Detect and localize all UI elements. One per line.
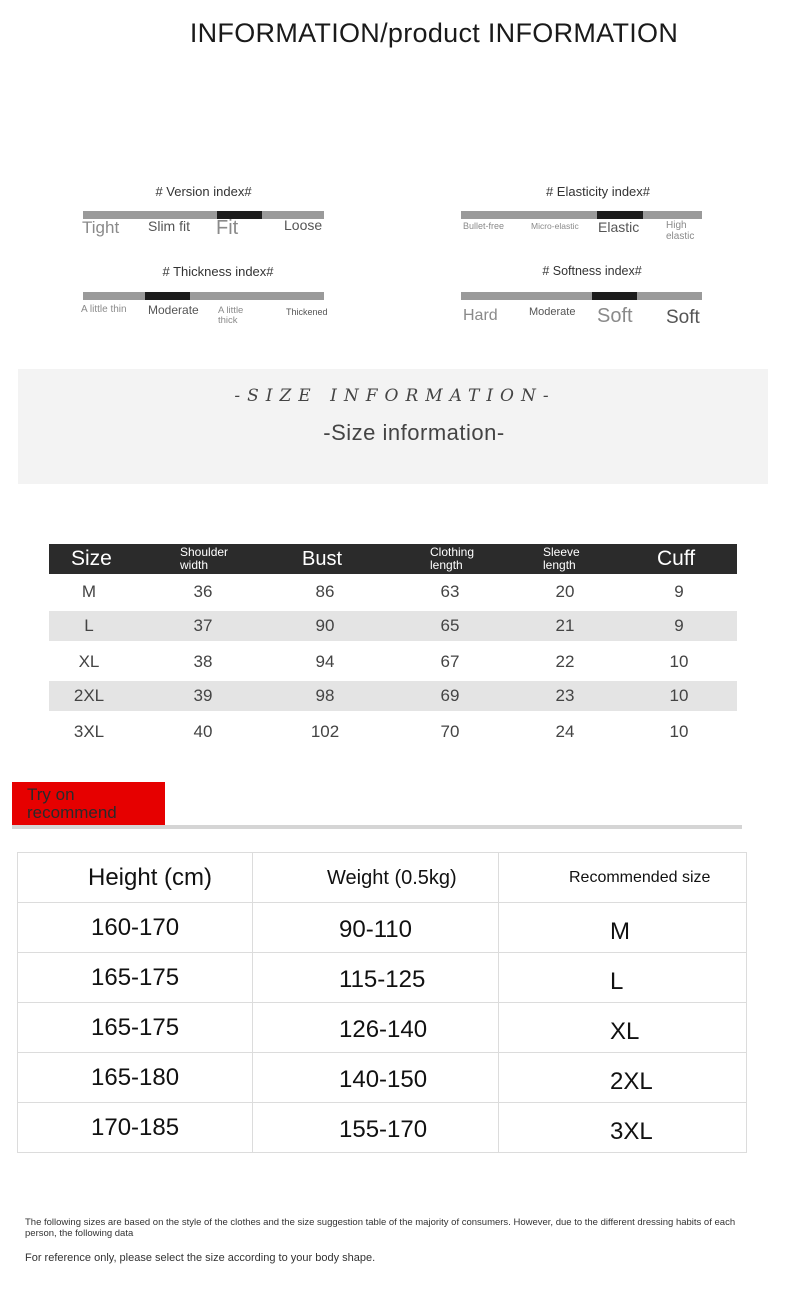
recommend-cell-size: 3XL xyxy=(499,1103,747,1153)
size-disclaimer: The following sizes are based on the style of the clothes and the size suggestion table of the majority of consumers. However, due to the different dressing habits of each person, the following data xyxy=(25,1217,736,1239)
recommend-cell-height: 165-175 xyxy=(18,953,253,1003)
size-table-cell: XL xyxy=(78,651,100,671)
size-table-cell: 21 xyxy=(555,616,575,635)
size-table-cell: 69 xyxy=(440,686,460,705)
recommend-cell-weight: 90-110 xyxy=(253,903,499,953)
size-table-cell: 86 xyxy=(315,581,335,601)
size-table-cell: 22 xyxy=(555,651,575,671)
recommend-table-row xyxy=(18,1053,747,1103)
size-info-title: -SIZE INFORMATION- xyxy=(234,386,556,406)
recommend-cell-weight: 115-125 xyxy=(253,953,499,1003)
page-title: INFORMATION/product INFORMATION xyxy=(189,18,679,48)
recommend-cell-size: M xyxy=(499,903,747,953)
recommend-cell-height: 165-175 xyxy=(18,1003,253,1053)
size-table-row xyxy=(49,574,737,609)
recommend-table-row xyxy=(18,1103,747,1153)
softness-index-marker xyxy=(592,292,637,300)
recommend-cell-height: 165-180 xyxy=(18,1053,253,1103)
size-table-header-size: Size xyxy=(71,546,112,570)
size-table-cell: 90 xyxy=(315,616,335,635)
recommend-header-size: Recommended size xyxy=(499,853,747,903)
thickness-label-thickened: Thickened xyxy=(286,307,328,317)
size-table-header-shoulder: Shoulder width xyxy=(180,545,229,572)
size-table-cell: 37 xyxy=(193,616,213,635)
softness-label-hard: Hard xyxy=(463,307,498,324)
size-table-cell: 94 xyxy=(315,651,335,671)
softness-index-title: # Softness index# xyxy=(542,264,642,278)
size-table-cell: 63 xyxy=(440,581,460,601)
size-table-cell: 38 xyxy=(193,651,213,671)
size-info-subtitle: -Size information- xyxy=(323,420,505,445)
thickness-label-a-little-thick: A little thick xyxy=(218,305,244,326)
size-table-cell: 10 xyxy=(669,686,689,705)
elasticity-label-bullet-free: Bullet-free xyxy=(463,221,505,231)
size-table-header-clothing-length: Clothing length xyxy=(430,545,475,572)
size-table-cell: 23 xyxy=(555,686,575,705)
softness-index-bar xyxy=(461,292,702,300)
elasticity-index-title: # Elasticity index# xyxy=(545,184,651,199)
recommend-cell-height: 160-170 xyxy=(18,903,253,953)
recommend-cell-weight: 155-170 xyxy=(253,1103,499,1153)
recommend-table-body xyxy=(18,903,747,1153)
size-table-header-bust: Bust xyxy=(302,547,343,570)
thickness-index-marker xyxy=(145,292,190,300)
version-label-fit: Fit xyxy=(216,217,239,239)
recommend-table-row xyxy=(18,903,747,953)
elasticity-label-high-elastic: High elastic xyxy=(666,220,695,242)
try-on-divider xyxy=(12,825,742,829)
size-table-cell: 9 xyxy=(674,616,684,635)
size-table-cell: L xyxy=(84,616,94,635)
softness-label-soft: Soft xyxy=(597,305,633,327)
size-table-row xyxy=(49,714,737,749)
thickness-index-title: # Thickness index# xyxy=(162,264,274,279)
size-table-cell: 65 xyxy=(440,616,460,635)
size-table-body xyxy=(49,574,737,749)
size-table xyxy=(49,544,737,749)
version-index-title: # Version index# xyxy=(155,184,252,199)
size-table-cell: 9 xyxy=(674,581,684,601)
recommend-table-row xyxy=(18,1003,747,1053)
size-table-cell: 102 xyxy=(310,721,340,741)
size-table-cell: 36 xyxy=(193,581,213,601)
elasticity-label-elastic: Elastic xyxy=(598,219,640,235)
recommend-cell-size: XL xyxy=(499,1003,747,1053)
size-table-cell: 40 xyxy=(193,721,213,741)
size-table-header-cuff: Cuff xyxy=(657,546,696,570)
softness-label-soft-max: Soft xyxy=(666,307,700,328)
size-table-cell: M xyxy=(81,581,97,601)
size-table-cell: 3XL xyxy=(73,721,105,741)
thickness-label-a-little-thin: A little thin xyxy=(81,304,127,315)
size-table-row xyxy=(49,611,737,641)
recommend-cell-weight: 140-150 xyxy=(253,1053,499,1103)
size-table-cell: 2XL xyxy=(73,686,105,705)
size-table-row xyxy=(49,681,737,711)
size-table-cell: 67 xyxy=(440,651,460,671)
size-table-cell: 10 xyxy=(669,721,689,741)
size-table-cell: 98 xyxy=(315,686,335,705)
size-reference-note: For reference only, please select the size according to your body shape. xyxy=(25,1252,376,1264)
recommend-cell-size: 2XL xyxy=(499,1053,747,1103)
elasticity-label-micro-elastic: Micro-elastic xyxy=(531,221,579,231)
try-on-recommend-badge: Try on recommend xyxy=(12,782,165,825)
recommend-table-header xyxy=(18,853,747,903)
thickness-index-bar xyxy=(83,292,324,300)
elasticity-index-marker xyxy=(597,211,643,219)
recommend-header-height: Height (cm) xyxy=(18,853,253,903)
recommend-cell-size: L xyxy=(499,953,747,1003)
recommend-cell-weight: 126-140 xyxy=(253,1003,499,1053)
version-label-tight: Tight xyxy=(82,218,120,237)
version-label-slim-fit: Slim fit xyxy=(148,218,190,234)
version-label-loose: Loose xyxy=(284,217,323,233)
thickness-label-moderate: Moderate xyxy=(148,303,199,317)
recommend-cell-height: 170-185 xyxy=(18,1103,253,1153)
recommend-header-weight: Weight (0.5kg) xyxy=(253,853,499,903)
elasticity-index-bar xyxy=(461,211,702,219)
size-table-cell: 20 xyxy=(555,581,575,601)
size-table-cell: 10 xyxy=(669,651,689,671)
size-table-cell: 24 xyxy=(555,721,575,741)
recommend-table-row xyxy=(18,953,747,1003)
size-table-cell: 39 xyxy=(193,686,213,705)
softness-label-moderate: Moderate xyxy=(529,306,576,318)
size-table-row xyxy=(49,644,737,679)
recommend-table xyxy=(17,852,747,1153)
size-table-header xyxy=(49,544,737,574)
size-table-cell: 70 xyxy=(440,721,460,741)
size-table-header-sleeve-length: Sleeve length xyxy=(543,545,580,572)
